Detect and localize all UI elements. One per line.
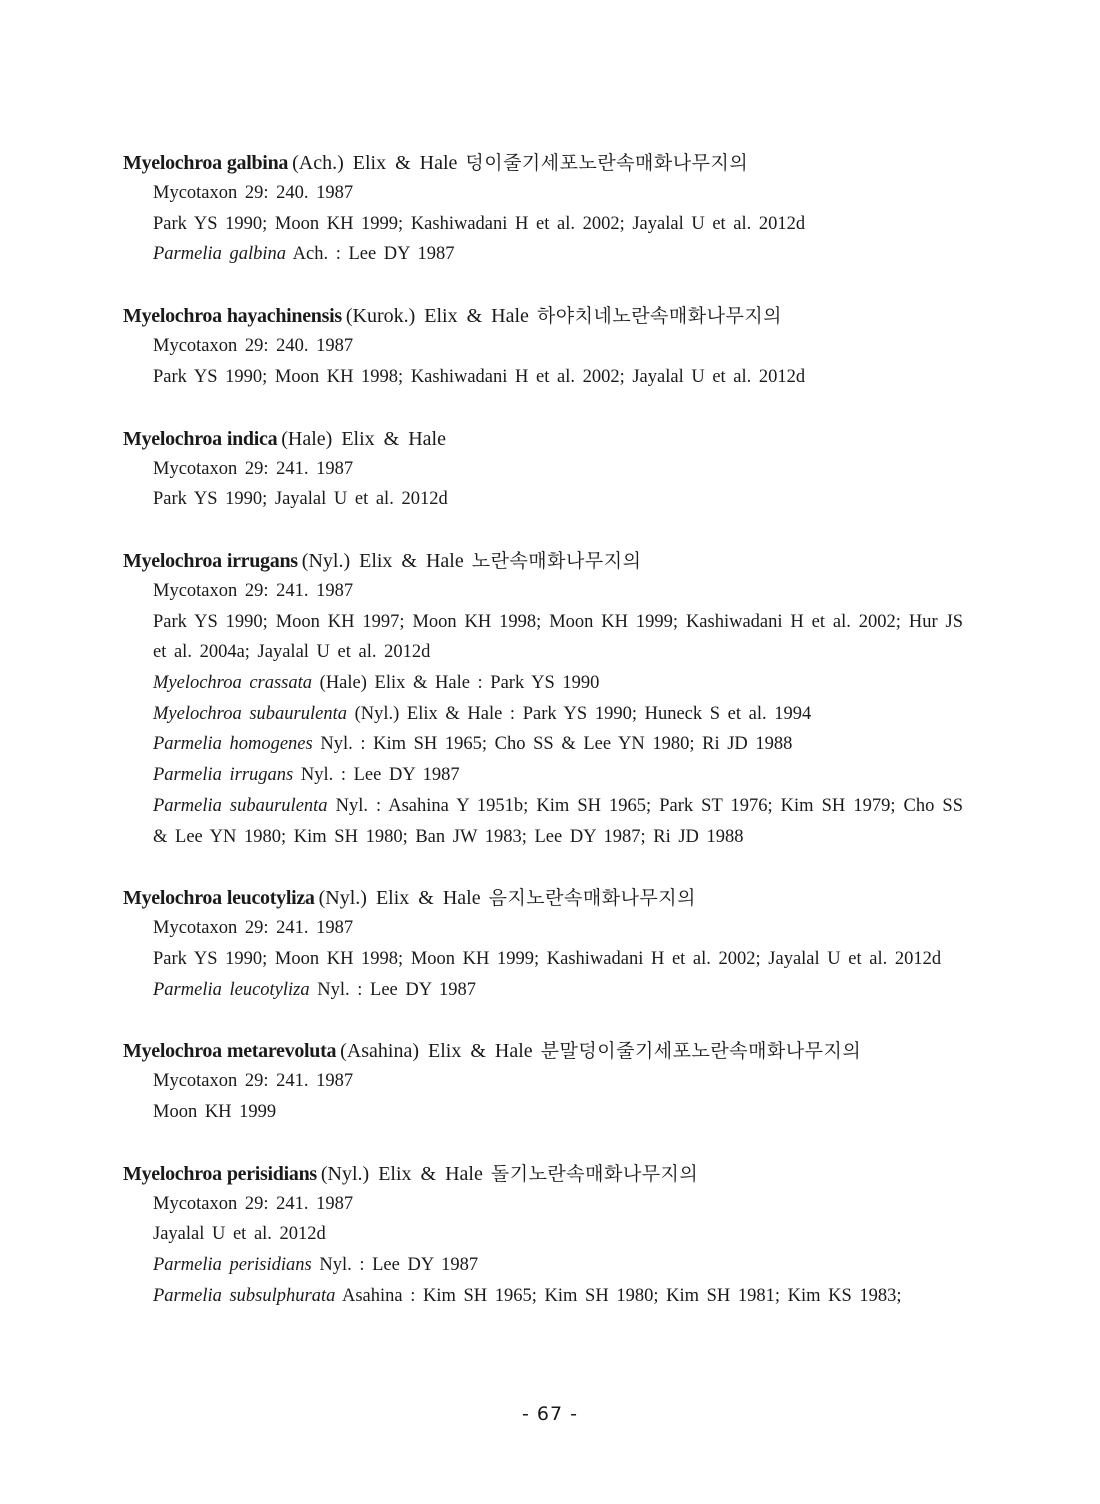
reference-list: Park YS 1990; Jayalal U et al. 2012d — [153, 489, 448, 510]
author-citation: (Hale) Elix & Hale — [281, 427, 446, 450]
genus-name: Myelochroa — [123, 305, 222, 328]
synonym-name: Parmelia homogenes — [153, 734, 313, 755]
author-citation: (Nyl.) Elix & Hale — [318, 887, 481, 910]
genus-name: Myelochroa — [123, 427, 222, 450]
species-epithet: leucotyliza — [226, 887, 315, 910]
synonym-citation: Nyl. : Asahina Y 1951b; Kim SH 1965; Park ST 1976; Kim SH 1979; Cho SS & Lee YN 1980; Kim SH 1980; Ban JW 1983; Lee DY 1987; Ri JD 1988 — [153, 795, 963, 847]
publication-citation: Mycotaxon 29: 240. 1987 — [153, 336, 354, 357]
reference-list: Moon KH 1999 — [153, 1102, 277, 1123]
synonym-name: Parmelia subaurulenta — [153, 795, 328, 816]
synonym-citation: Asahina : Kim SH 1965; Kim SH 1980; Kim SH 1981; Kim KS 1983; — [341, 1285, 902, 1306]
synonym-citation: Nyl. : Lee DY 1987 — [319, 1255, 479, 1276]
reference-list: Park YS 1990; Moon KH 1999; Kashiwadani H et al. 2002; Jayalal U et al. 2012d — [153, 213, 806, 234]
species-heading — [123, 301, 963, 331]
synonym-name: Myelochroa subaurulenta — [153, 703, 347, 724]
synonym-line — [123, 975, 963, 1006]
korean-name: 덩이줄기세포노란속매화나무지의 — [465, 152, 749, 174]
species-entry — [123, 546, 963, 852]
species-heading — [123, 546, 963, 576]
synonym-name: Parmelia leucotyliza — [153, 979, 310, 1000]
species-heading — [123, 148, 963, 178]
synonym-citation: (Nyl.) Elix & Hale : Park YS 1990; Huneck S et al. 1994 — [354, 703, 812, 724]
genus-name: Myelochroa — [123, 1040, 222, 1063]
synonym-line — [123, 760, 963, 791]
genus-name: Myelochroa — [123, 1162, 222, 1185]
synonym-citation: Nyl. : Lee DY 1987 — [300, 765, 460, 786]
species-entry — [123, 148, 963, 270]
species-epithet: galbina — [226, 152, 289, 174]
species-list — [123, 148, 963, 1343]
species-entry — [123, 301, 963, 392]
synonym-line — [123, 1281, 963, 1312]
species-entry — [123, 424, 963, 515]
species-heading — [123, 1036, 963, 1066]
species-epithet: perisidians — [226, 1162, 317, 1185]
korean-name: 하야치네노란속매화나무지의 — [536, 305, 783, 328]
synonym-line — [123, 699, 963, 730]
reference-list: Park YS 1990; Moon KH 1998; Moon KH 1999; Kashiwadani H et al. 2002; Jayalal U et al. 2012d — [153, 948, 942, 969]
species-entry — [123, 1159, 963, 1312]
publication-citation: Mycotaxon 29: 241. 1987 — [153, 1071, 354, 1092]
species-heading — [123, 424, 963, 454]
publication-citation: Mycotaxon 29: 241. 1987 — [153, 458, 354, 479]
species-epithet: irrugans — [226, 549, 298, 572]
synonym-name: Parmelia perisidians — [153, 1255, 312, 1276]
publication-citation: Mycotaxon 29: 241. 1987 — [153, 580, 354, 601]
author-citation: (Kurok.) Elix & Hale — [345, 305, 529, 328]
korean-name: 음지노란속매화나무지의 — [488, 887, 696, 910]
reference-list: Park YS 1990; Moon KH 1997; Moon KH 1998; Moon KH 1999; Kashiwadani H et al. 2002; Hur JS et al. 2004a; Jayalal U et al. 2012d — [153, 611, 963, 663]
reference-list: Jayalal U et al. 2012d — [153, 1224, 326, 1245]
synonym-line — [123, 1250, 963, 1281]
korean-name: 돌기노란속매화나무지의 — [490, 1162, 699, 1185]
publication-citation: Mycotaxon 29: 241. 1987 — [153, 918, 354, 939]
synonym-line — [123, 668, 963, 699]
reference-list: Park YS 1990; Moon KH 1998; Kashiwadani H et al. 2002; Jayalal U et al. 2012d — [153, 366, 806, 387]
species-epithet: hayachinensis — [226, 305, 342, 328]
page-number: - 67 - — [522, 1403, 578, 1425]
genus-name: Myelochroa — [123, 549, 222, 572]
synonym-name: Parmelia subsulphurata — [153, 1285, 336, 1306]
species-entry — [123, 1036, 963, 1127]
author-citation: (Asahina) Elix & Hale — [340, 1040, 533, 1063]
author-citation: (Nyl.) Elix & Hale — [320, 1162, 483, 1185]
synonym-line — [123, 791, 963, 852]
synonym-line — [123, 239, 963, 270]
synonym-citation: Nyl. : Lee DY 1987 — [317, 979, 477, 1000]
publication-citation: Mycotaxon 29: 241. 1987 — [153, 1193, 354, 1214]
synonym-name: Parmelia irrugans — [153, 765, 294, 786]
publication-citation: Mycotaxon 29: 240. 1987 — [153, 183, 354, 203]
korean-name: 분말덩이줄기세포노란속매화나무지의 — [540, 1040, 862, 1063]
synonym-name: Parmelia galbina — [153, 244, 287, 265]
synonym-name: Myelochroa crassata — [153, 673, 313, 694]
synonym-citation: (Hale) Elix & Hale : Park YS 1990 — [319, 673, 600, 694]
species-epithet: metarevoluta — [226, 1040, 337, 1063]
genus-name: Myelochroa — [123, 887, 222, 910]
korean-name: 노란속매화나무지의 — [471, 549, 642, 572]
genus-name: Myelochroa — [123, 152, 222, 174]
synonym-line — [123, 729, 963, 760]
synonym-citation: Ach. : Lee DY 1987 — [292, 244, 455, 265]
species-heading — [123, 1159, 963, 1189]
synonym-citation: Nyl. : Kim SH 1965; Cho SS & Lee YN 1980; Ri JD 1988 — [320, 734, 793, 755]
species-epithet: indica — [226, 427, 278, 450]
species-heading — [123, 883, 963, 913]
author-citation: (Ach.) Elix & Hale — [292, 152, 458, 174]
species-entry — [123, 883, 963, 1005]
author-citation: (Nyl.) Elix & Hale — [301, 549, 464, 572]
